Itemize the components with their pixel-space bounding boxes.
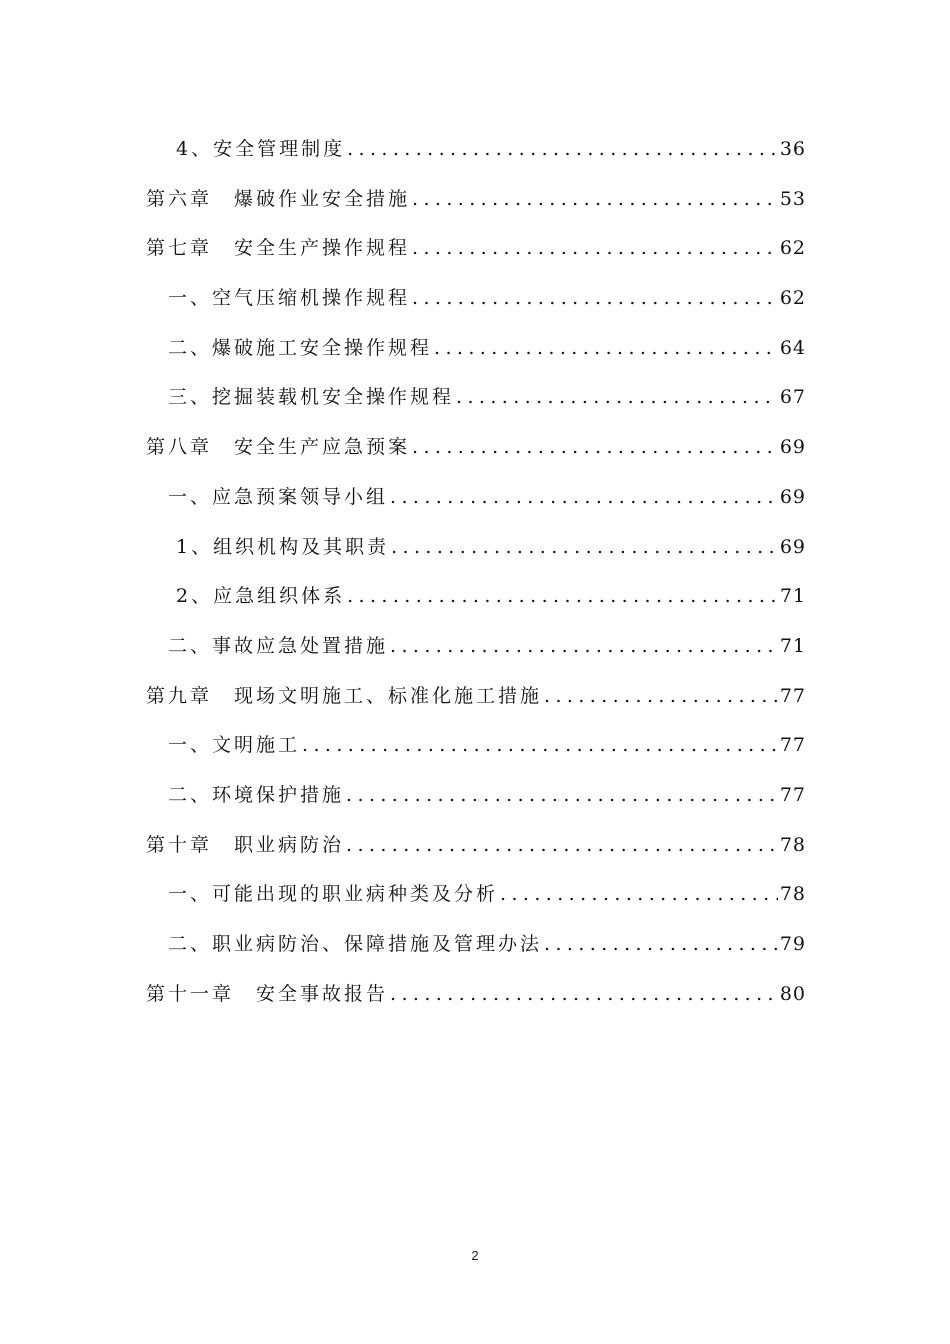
toc-entry-title: 第七章 安全生产操作规程 bbox=[146, 237, 411, 260]
toc-entry[interactable] bbox=[146, 681, 806, 731]
page-number: 2 bbox=[471, 1248, 479, 1263]
toc-dot-leader bbox=[434, 337, 778, 359]
toc-entry-page: 78 bbox=[779, 833, 806, 856]
toc-entry[interactable] bbox=[146, 283, 806, 333]
toc-dot-leader bbox=[412, 237, 778, 259]
toc-entry-page: 67 bbox=[779, 386, 806, 409]
toc-dot-leader bbox=[412, 287, 778, 309]
toc-entry-title: 二、环境保护措施 bbox=[168, 783, 345, 806]
toc-entry-title: 一、应急预案领导小组 bbox=[168, 485, 389, 508]
toc-entry-page: 80 bbox=[779, 982, 806, 1005]
toc-entry[interactable] bbox=[146, 333, 806, 383]
toc-entry-page: 71 bbox=[779, 634, 806, 657]
toc-entry-page: 62 bbox=[779, 287, 806, 310]
toc-dot-leader bbox=[390, 983, 778, 1005]
toc-dot-leader bbox=[412, 436, 778, 458]
toc-entry-page: 77 bbox=[779, 783, 806, 806]
toc-entry[interactable] bbox=[146, 532, 806, 582]
toc-dot-leader bbox=[390, 486, 778, 508]
toc-entry[interactable] bbox=[146, 631, 806, 681]
toc-entry-title: 2、应急组织体系 bbox=[176, 585, 346, 608]
toc-dot-leader bbox=[346, 784, 778, 806]
toc-entry[interactable] bbox=[146, 233, 806, 283]
toc-dot-leader bbox=[346, 834, 778, 856]
toc-entry[interactable] bbox=[146, 432, 806, 482]
toc-entry[interactable] bbox=[146, 134, 806, 184]
toc-entry-title: 4、安全管理制度 bbox=[176, 138, 346, 160]
toc-entry-title: 第八章 安全生产应急预案 bbox=[146, 436, 411, 459]
toc-entry-title: 二、爆破施工安全操作规程 bbox=[168, 336, 433, 359]
toc-entry[interactable] bbox=[146, 581, 806, 631]
toc-entry-page: 62 bbox=[779, 237, 806, 260]
toc-dot-leader bbox=[500, 883, 778, 905]
toc-dot-leader bbox=[390, 635, 778, 657]
toc-entry-page: 69 bbox=[779, 436, 806, 459]
toc-entry[interactable] bbox=[146, 780, 806, 830]
toc-entry-title: 一、可能出现的职业病种类及分析 bbox=[168, 883, 499, 906]
toc-entry-page: 77 bbox=[779, 684, 806, 707]
toc-dot-leader bbox=[412, 188, 778, 210]
toc-dot-leader bbox=[302, 734, 778, 756]
toc-entry-title: 三、挖掘装载机安全操作规程 bbox=[168, 386, 455, 409]
toc-entry-title: 第九章 现场文明施工、标准化施工措施 bbox=[146, 684, 543, 707]
toc-entry[interactable] bbox=[146, 929, 806, 979]
toc-entry[interactable] bbox=[146, 482, 806, 532]
toc-dot-leader bbox=[544, 933, 778, 955]
toc-entry[interactable] bbox=[146, 830, 806, 880]
toc-entry-title: 第十一章 安全事故报告 bbox=[146, 982, 389, 1005]
toc-entry-page: 71 bbox=[779, 585, 806, 608]
toc-entry[interactable] bbox=[146, 184, 806, 234]
toc-dot-leader bbox=[347, 585, 778, 607]
toc-entry-title: 1、组织机构及其职责 bbox=[176, 535, 390, 558]
toc-entry-page: 69 bbox=[779, 485, 806, 508]
toc-entry-page: 64 bbox=[779, 336, 806, 359]
toc-entry[interactable] bbox=[146, 879, 806, 929]
toc-entry-title: 第六章 爆破作业安全措施 bbox=[146, 187, 411, 210]
toc-dot-leader bbox=[391, 536, 778, 558]
toc-entry-title: 二、事故应急处置措施 bbox=[168, 634, 389, 657]
toc-entry-page: 77 bbox=[779, 734, 806, 757]
toc-entry-page: 69 bbox=[779, 535, 806, 558]
toc-dot-leader bbox=[347, 138, 778, 160]
table-of-contents bbox=[146, 134, 806, 1028]
toc-entry-title: 二、职业病防治、保障措施及管理办法 bbox=[168, 933, 543, 955]
toc-dot-leader bbox=[544, 685, 778, 707]
toc-entry[interactable] bbox=[146, 382, 806, 432]
toc-dot-leader bbox=[456, 386, 778, 408]
toc-entry-page: 79 bbox=[779, 933, 806, 955]
toc-entry-title: 一、文明施工 bbox=[168, 734, 301, 757]
toc-entry[interactable] bbox=[146, 730, 806, 780]
toc-entry[interactable] bbox=[146, 979, 806, 1029]
toc-entry-title: 第十章 职业病防治 bbox=[146, 833, 345, 856]
toc-entry-page: 78 bbox=[779, 883, 806, 906]
toc-entry-page: 53 bbox=[779, 187, 806, 210]
toc-entry-page: 36 bbox=[779, 138, 806, 160]
toc-entry-title: 一、空气压缩机操作规程 bbox=[168, 287, 411, 310]
